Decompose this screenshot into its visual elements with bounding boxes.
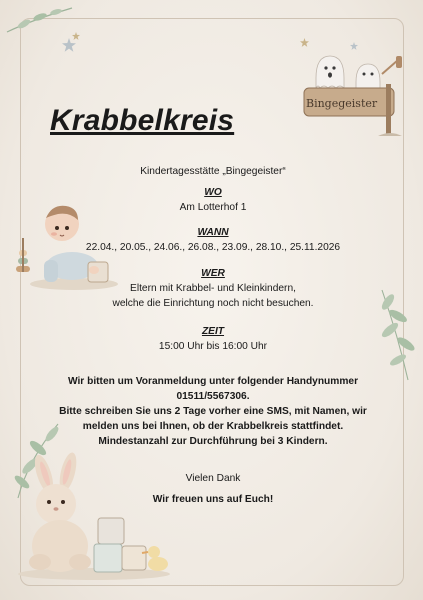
ghosts-illustration — [298, 48, 410, 140]
wann-heading: WANN — [197, 227, 229, 238]
zeit-heading: ZEIT — [201, 326, 225, 337]
wo-heading: WO — [204, 187, 222, 198]
notice-line-3: Bitte schreiben Sie uns 2 Tage vorher eine SMS, mit Namen, wir — [59, 406, 367, 417]
thanks-section — [58, 471, 368, 486]
zeit-value: 15:00 Uhr bis 16:00 Uhr — [158, 341, 268, 352]
wer-line-2: welche die Einrichtung noch nicht besuchen. — [112, 298, 314, 309]
location-name: Kindertagesstätte „Bingegeister“ — [140, 166, 286, 177]
wo-value: Am Lotterhof 1 — [179, 202, 247, 213]
details-section — [58, 164, 368, 179]
wann-value: 22.04., 20.05., 24.06., 26.08., 23.09., 28.10., 25.11.2026 — [85, 242, 341, 253]
page-title: Krabbelkreis — [50, 104, 235, 137]
closing-text: Wir freuen uns auf Euch! — [152, 494, 274, 505]
leaf-branch-right-icon — [368, 286, 418, 382]
sign-label: Bingegeister — [306, 97, 378, 110]
closing-section — [58, 492, 368, 507]
star-icon — [62, 38, 76, 52]
notice-line-5: Mindestanzahl zur Durchführung bei 3 Kindern. — [98, 436, 328, 447]
wer-section — [58, 266, 368, 311]
leaf-sprig-top-left-icon — [2, 2, 82, 42]
wo-section — [58, 185, 368, 215]
notice-section — [58, 374, 368, 449]
zeit-section — [58, 324, 368, 354]
notice-line-1: Wir bitten um Voranmeldung unter folgender Handynummer — [67, 376, 359, 387]
notice-line-2: 01511/5567306. — [176, 391, 250, 402]
thanks-text: Vielen Dank — [185, 473, 241, 484]
notice-line-4: melden uns bei Ihnen, ob der Krabbelkreis stattfindet. — [82, 421, 344, 432]
wann-section — [58, 225, 368, 255]
star-icon — [72, 32, 80, 40]
wer-line-1: Eltern mit Krabbel- und Kleinkindern, — [130, 283, 296, 294]
star-icon — [300, 38, 309, 47]
wer-heading: WER — [201, 268, 225, 279]
